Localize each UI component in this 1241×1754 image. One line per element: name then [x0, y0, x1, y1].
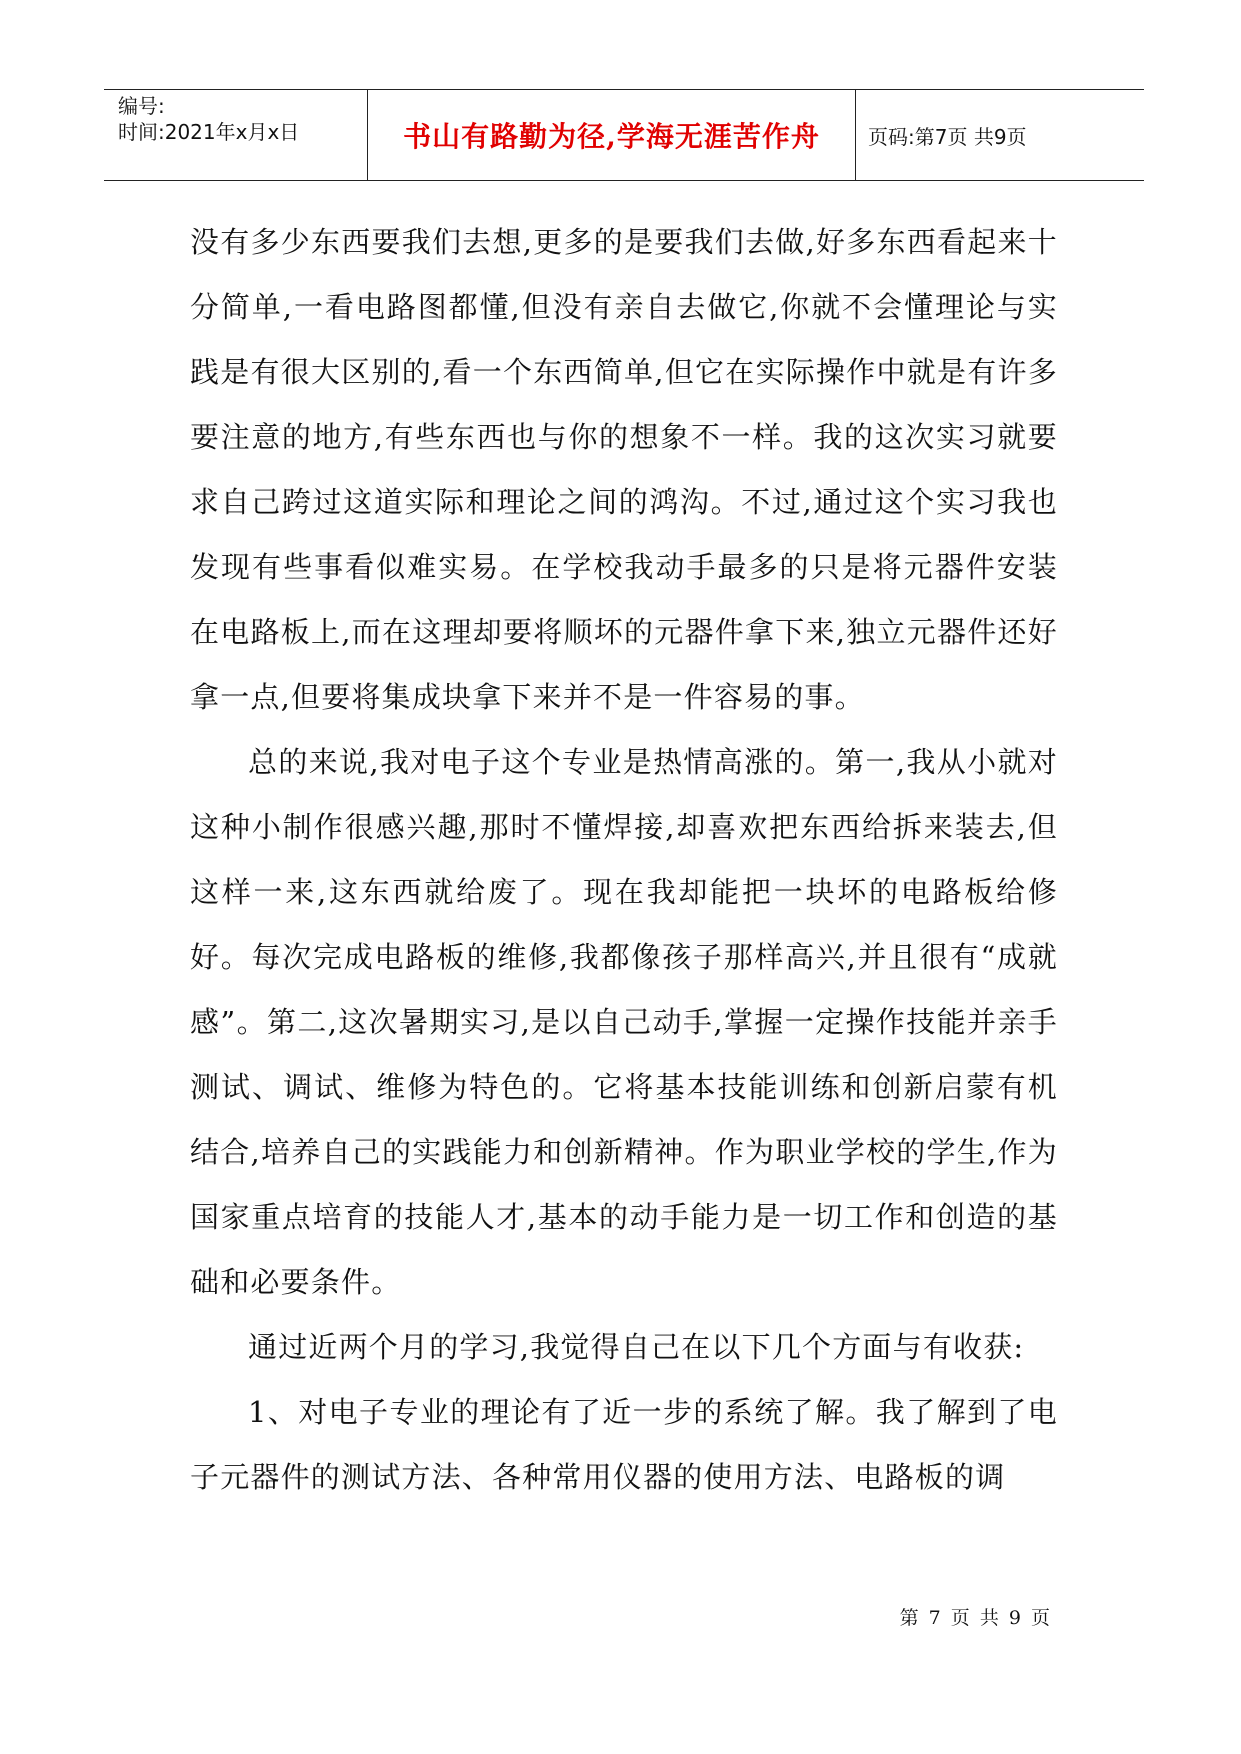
page-footer	[900, 1603, 1052, 1630]
header-info-cell	[104, 90, 368, 180]
page-header	[104, 89, 1144, 181]
motto-text: 书山有路勤为径,学海无涯苦作舟	[403, 120, 820, 153]
header-page-cell	[856, 90, 1144, 180]
footer-page-number: 第 7 页 共 9 页	[899, 1607, 1052, 1629]
date-label: 时间:2021年x月x日	[118, 120, 300, 144]
page-code: 页码:第7页 共9页	[868, 124, 1027, 149]
paragraph-2: 总的来说,我对电子这个专业是热情高涨的。第一,我从小就对这种小制作很感兴趣,那时不懂焊接,却喜欢把东西给拆来装去,但这样一来,这东西就给废了。现在我却能把一块坏的电路板给修好。每次完成电路板的维修,我都像孩子那样高兴,并且很有“成就感”。第二,这次暑期实习,是以自己动手,掌握一定操作技能并亲手测试、调试、维修为特色的。它将基本技能训练和创新启蒙有机结合,培养自己的实践能力和创新精神。作为职业学校的学生,作为国家重点培育的技能人才,基本的动手能力是一切工作和创造的基础和必要条件。	[190, 745, 1058, 1299]
paragraph-1: 没有多少东西要我们去想,更多的是要我们去做,好多东西看起来十分简单,一看电路图都懂,但没有亲自去做它,你就不会懂理论与实践是有很大区别的,看一个东西简单,但它在实际操作中就是有许多要注意的地方,有些东西也与你的想象不一样。我的这次实习就要求自己跨过这道实际和理论之间的鸿沟。不过,通过这个实习我也发现有些事看似难实易。在学校我动手最多的只是将元器件安装在电路板上,而在这理却要将顺坏的元器件拿下来,独立元器件还好拿一点,但要将集成块拿下来并不是一件容易的事。	[190, 225, 1058, 714]
number-label: 编号:	[118, 94, 165, 118]
header-motto-cell	[368, 90, 856, 180]
paragraph-3: 通过近两个月的学习,我觉得自己在以下几个方面与有收获:	[248, 1330, 1025, 1364]
body-text	[190, 210, 1058, 1510]
paragraph-4: 1、对电子专业的理论有了近一步的系统了解。我了解到了电子元器件的测试方法、各种常用仪器的使用方法、电路板的调	[190, 1395, 1058, 1494]
